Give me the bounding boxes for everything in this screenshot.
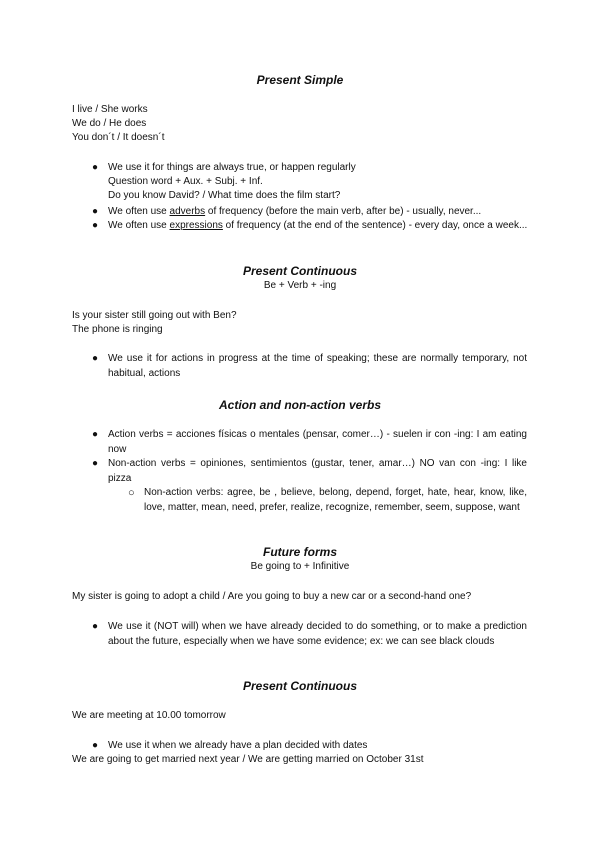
bullet-icon: ● [92, 621, 99, 632]
underlined-word: adverbs [169, 206, 206, 217]
bullet-icon: ● [92, 458, 99, 469]
heading-present-simple: Present Simple [256, 73, 344, 87]
example-line: We are going to get married next year / We are getting married on October 31st [72, 754, 424, 765]
bullet-subline: Do you know David? / What time does the film start? [108, 190, 341, 201]
bullet-icon: ● [92, 162, 99, 173]
bullet-icon: ● [92, 220, 99, 231]
bullet-icon: ● [92, 740, 99, 751]
bullet-text: We use it when we already have a plan decided with dates [108, 740, 368, 751]
bullet-text: Non-action verbs = opiniones, sentimientos (gustar, tener, amar…) NO van con -ing: I like pizza [108, 458, 527, 484]
example-line: The phone is ringing [72, 324, 163, 335]
text-fragment: We often use [108, 206, 170, 217]
example-line: You don´t / It doesn´t [72, 132, 165, 143]
heading-present-continuous: Present Continuous [242, 264, 357, 278]
bullet-text: We use it for things are always true, or happen regularly [108, 162, 356, 173]
text-fragment: of frequency (before the main verb, after be) - usually, never... [205, 206, 482, 217]
bullet-subline: Question word + Aux. + Subj. + Inf. [108, 176, 263, 187]
example-line: Is your sister still going out with Ben? [72, 310, 237, 321]
example-line: I live / She works [72, 104, 148, 115]
formula: Be + Verb + -ing [263, 280, 337, 291]
circle-bullet-icon: ○ [128, 487, 135, 499]
formula: Be going to + Infinitive [250, 561, 350, 572]
bullet-icon: ● [92, 206, 99, 217]
heading-present-continuous-future: Present Continuous [242, 679, 357, 693]
bullet-text: We use it for actions in progress at the time of speaking; these are normally temporary, not habitual, actions [108, 353, 527, 379]
example-line: We are meeting at 10.00 tomorrow [72, 710, 226, 721]
example-line: My sister is going to adopt a child / Are you going to buy a new car or a second-hand one? [72, 591, 472, 602]
heading-future-forms: Future forms [262, 545, 337, 559]
underlined-word: expressions [169, 220, 223, 231]
bullet-text: We use it (NOT will) when we have already decided to do something, or to make a prediction about the future, especially when we have some evidence; ex: we can see black clouds [108, 621, 527, 647]
text-fragment: We often use [108, 220, 170, 231]
bullet-text [108, 205, 481, 219]
bullet-icon: ● [92, 429, 99, 440]
bullet-icon: ● [92, 353, 99, 364]
bullet-text: Action verbs = acciones físicas o mentales (pensar, comer…) - suelen ir con -ing: I am eating now [108, 429, 527, 455]
heading-action-verbs: Action and non-action verbs [218, 398, 381, 412]
text-fragment: of frequency (at the end of the sentence) - every day, once a week... [222, 220, 528, 231]
bullet-text [108, 219, 528, 234]
sub-bullet-text: Non-action verbs: agree, be , believe, belong, depend, forget, hate, hear, know, like, love, matter, mean, need, prefer, realize, recognize, remember, seem, suppose, want [144, 487, 527, 513]
example-line: We do / He does [72, 118, 147, 129]
